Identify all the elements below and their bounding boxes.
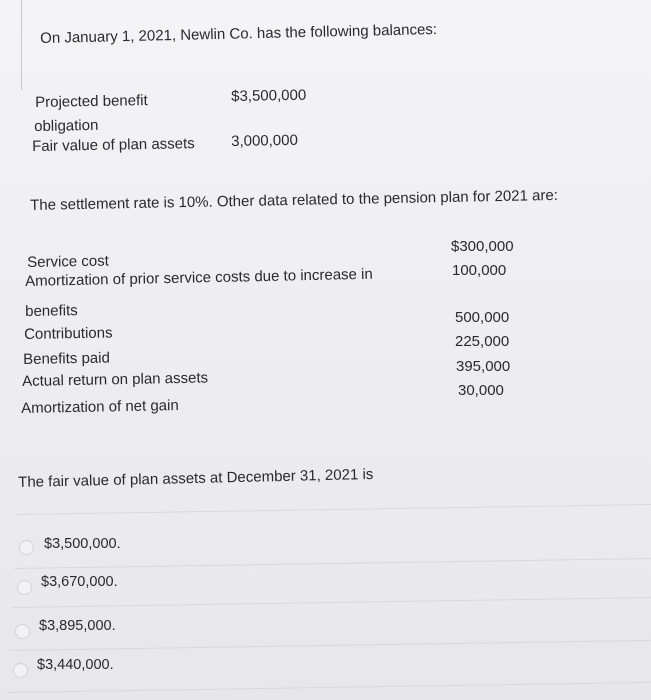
- option-divider: [12, 597, 651, 608]
- benefits-paid-value: 225,000: [455, 333, 510, 350]
- pbo-label-line2: obligation: [34, 116, 99, 135]
- option-3-label[interactable]: $3,895,000.: [39, 618, 116, 634]
- contributions-label: Contributions: [24, 324, 113, 343]
- prior-service-label-line2: benefits: [25, 302, 78, 320]
- question-divider: [14, 504, 651, 515]
- left-border-line: [21, 0, 22, 90]
- fvpa-value: 3,000,000: [231, 131, 299, 150]
- option-4-label[interactable]: $3,440,000.: [37, 657, 114, 673]
- option-divider: [10, 640, 651, 651]
- service-cost-label: Service cost: [27, 252, 109, 271]
- pbo-label-line1: Projected benefit: [35, 92, 148, 111]
- prior-service-label-line1: Amortization of prior service costs due to increase in: [25, 265, 373, 290]
- option-2-label[interactable]: $3,670,000.: [41, 574, 118, 590]
- settlement-text: The settlement rate is 10%. Other data related to the pension plan for 2021 are:: [30, 186, 559, 214]
- contributions-value: 500,000: [455, 309, 510, 326]
- net-gain-value: 30,000: [458, 382, 504, 399]
- pbo-value: $3,500,000: [231, 86, 307, 105]
- prior-service-value: 100,000: [452, 262, 507, 279]
- actual-return-label: Actual return on plan assets: [22, 369, 209, 390]
- question-text: The fair value of plan assets at December 31, 2021 is: [18, 465, 374, 491]
- net-gain-label: Amortization of net gain: [21, 396, 179, 417]
- option-2-radio[interactable]: [17, 580, 32, 595]
- option-divider: [8, 682, 651, 693]
- option-4-radio[interactable]: [13, 663, 28, 678]
- actual-return-value: 395,000: [456, 358, 511, 375]
- service-cost-value: $300,000: [451, 238, 514, 255]
- option-divider: [14, 558, 651, 569]
- option-1-label[interactable]: $3,500,000.: [44, 536, 121, 552]
- option-1-radio[interactable]: [19, 540, 34, 555]
- fvpa-label: Fair value of plan assets: [32, 135, 195, 155]
- intro-text: On January 1, 2021, Newlin Co. has the following balances:: [40, 20, 438, 47]
- option-3-radio[interactable]: [15, 624, 30, 639]
- benefits-paid-label: Benefits paid: [23, 349, 111, 368]
